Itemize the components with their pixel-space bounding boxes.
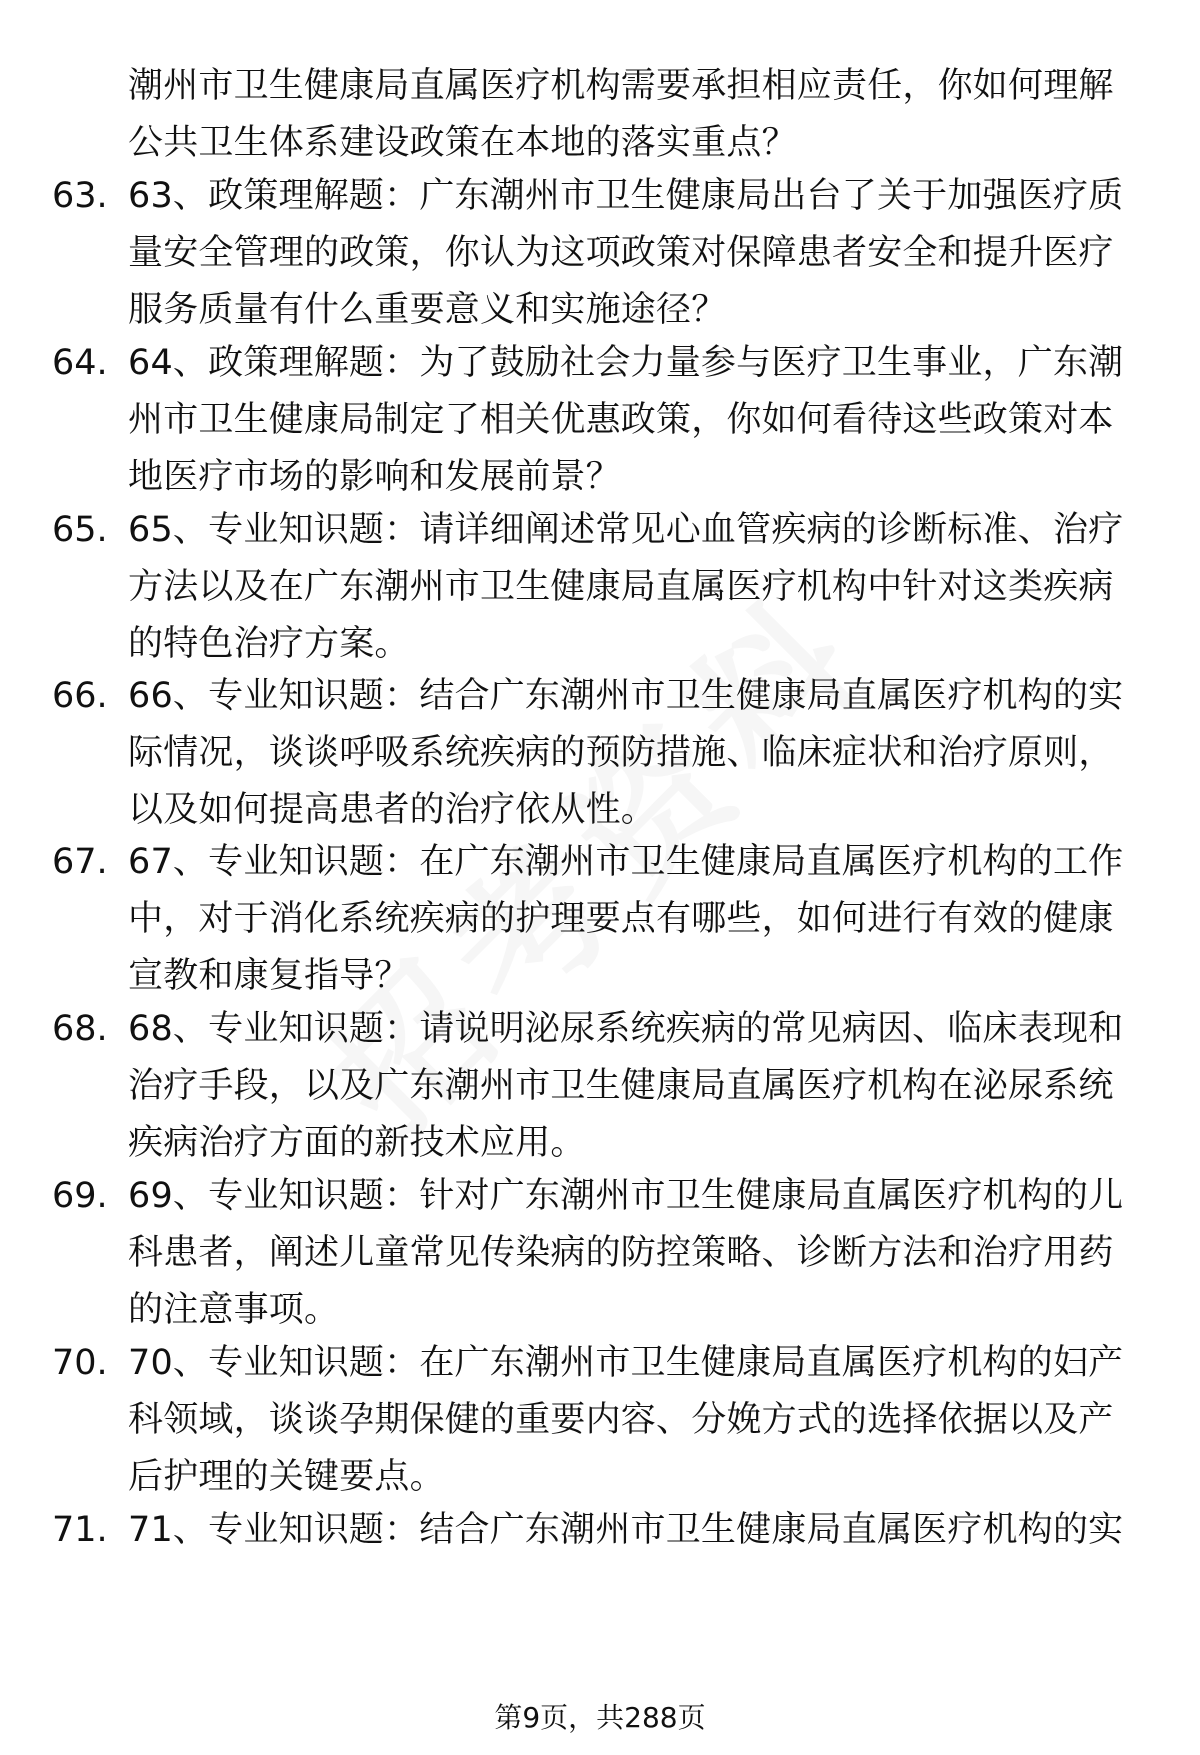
question-number: 64. [52, 343, 108, 383]
question-number: 69. [52, 1176, 108, 1216]
question-text: 71、专业知识题：结合广东潮州市卫生健康局直属医疗机构的实 [128, 1510, 1124, 1550]
continued-question-text: 潮州市卫生健康局直属医疗机构需要承担相应责任，你如何理解公共卫生体系建设政策在本地的落实重点？ [128, 66, 1114, 163]
question-text: 65、专业知识题：请详细阐述常见心血管疾病的诊断标准、治疗方法以及在广东潮州市卫生健康局直属医疗机构中针对这类疾病的特色治疗方案。 [128, 510, 1124, 664]
question-number: 68. [52, 1009, 108, 1049]
question-number: 70. [52, 1343, 108, 1383]
question-number: 66. [52, 676, 108, 716]
question-text: 69、专业知识题：针对广东潮州市卫生健康局直属医疗机构的儿科患者，阐述儿童常见传染病的防控策略、诊断方法和治疗用药的注意事项。 [128, 1176, 1124, 1330]
question-number: 63. [52, 176, 108, 216]
question-text: 64、政策理解题：为了鼓励社会力量参与医疗卫生事业，广东潮州市卫生健康局制定了相关优惠政策，你如何看待这些政策对本地医疗市场的影响和发展前景？ [128, 343, 1124, 497]
question-number: 65. [52, 510, 108, 550]
question-text: 66、专业知识题：结合广东潮州市卫生健康局直属医疗机构的实际情况，谈谈呼吸系统疾病的预防措施、临床症状和治疗原则，以及如何提高患者的治疗依从性。 [128, 676, 1124, 830]
question-number: 71. [52, 1510, 108, 1550]
question-text: 68、专业知识题：请说明泌尿系统疾病的常见病因、临床表现和治疗手段，以及广东潮州市卫生健康局直属医疗机构在泌尿系统疾病治疗方面的新技术应用。 [128, 1009, 1124, 1163]
question-text: 63、政策理解题：广东潮州市卫生健康局出台了关于加强医疗质量安全管理的政策，你认为这项政策对保障患者安全和提升医疗服务质量有什么重要意义和实施途径？ [128, 176, 1124, 330]
question-text: 70、专业知识题：在广东潮州市卫生健康局直属医疗机构的妇产科领域，谈谈孕期保健的重要内容、分娩方式的选择依据以及产后护理的关键要点。 [128, 1343, 1124, 1497]
page-footer: 第9页，共288页 [494, 1701, 706, 1734]
question-text: 67、专业知识题：在广东潮州市卫生健康局直属医疗机构的工作中，对于消化系统疾病的护理要点有哪些，如何进行有效的健康宣教和康复指导？ [128, 842, 1124, 996]
question-number: 67. [52, 842, 108, 882]
